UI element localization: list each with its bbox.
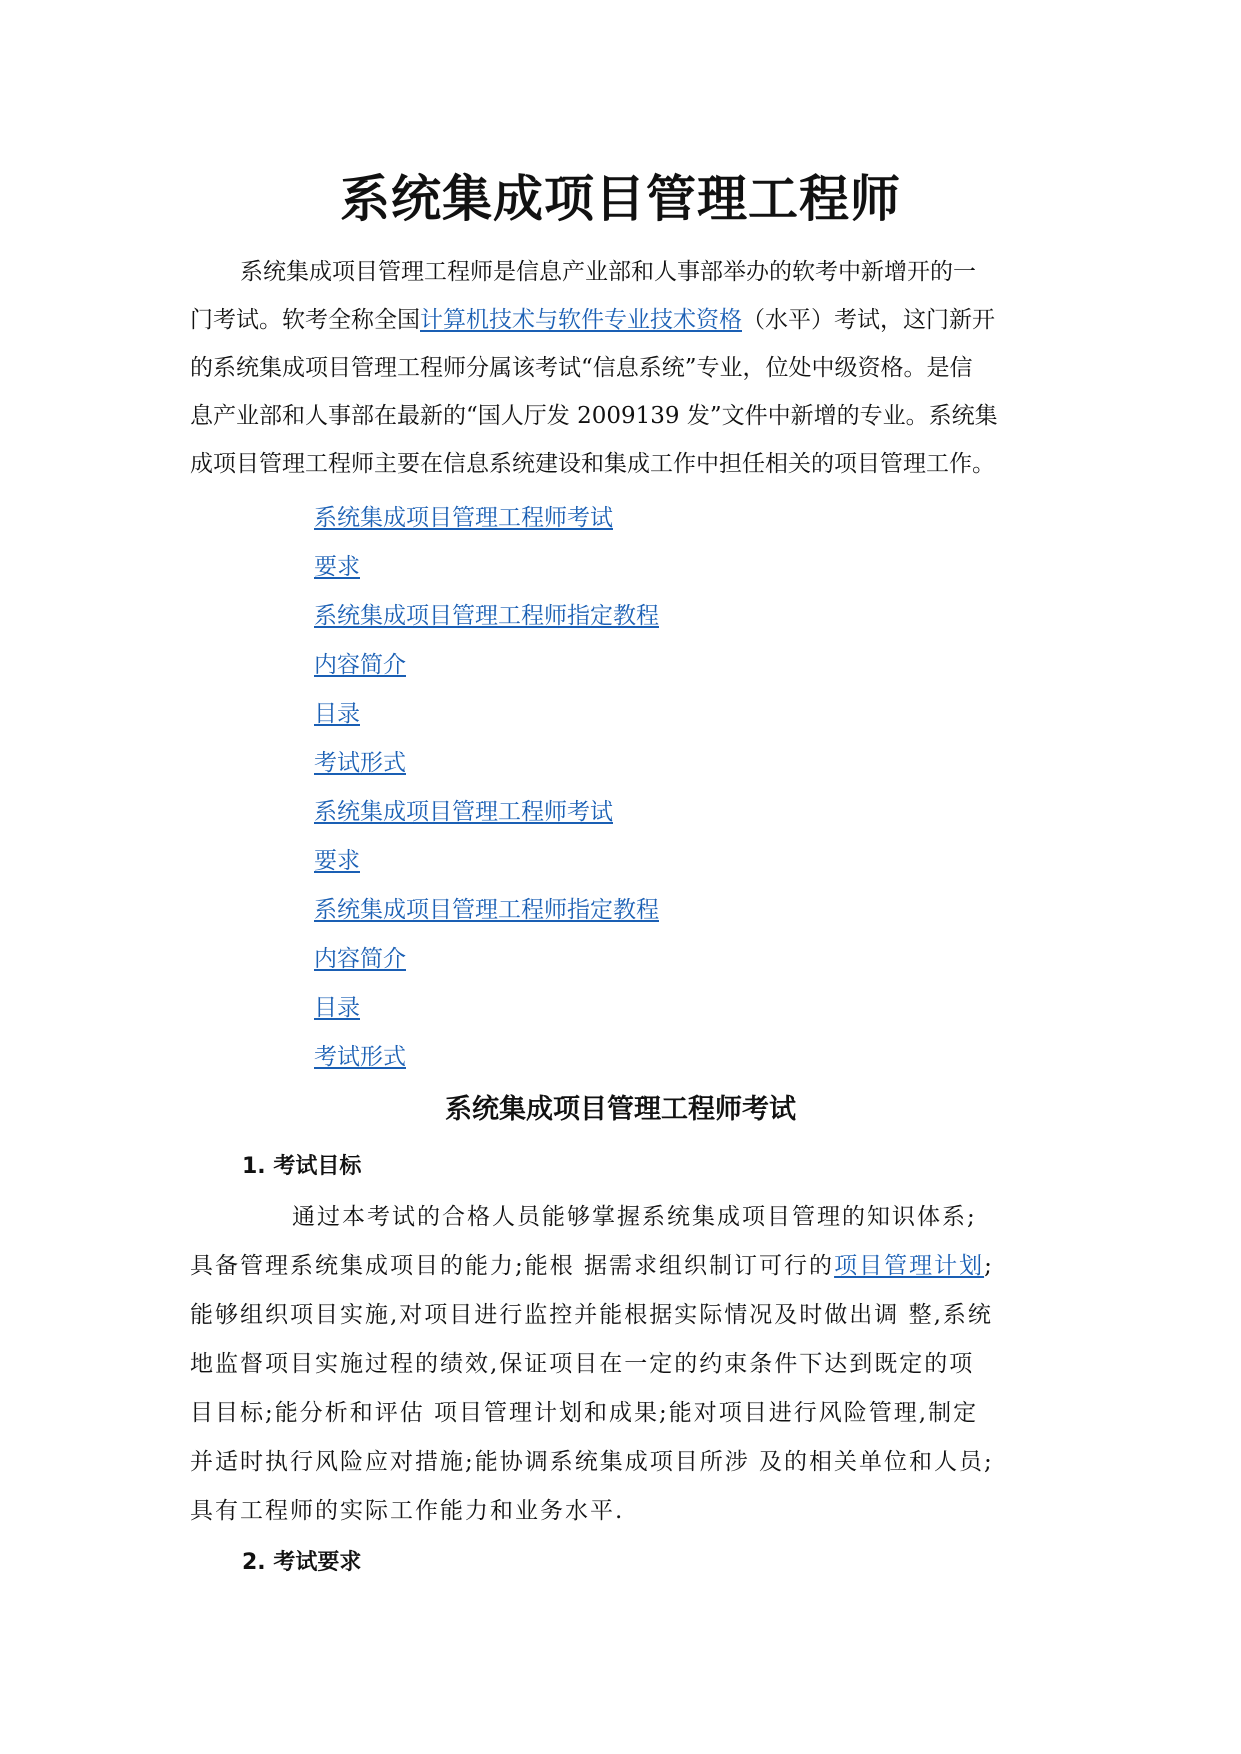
intro-line-3: 的系统集成项目管理工程师分属该考试“信息系统”专业，位处中级资格。是信 xyxy=(190,355,973,381)
page-title: 系统集成项目管理工程师 xyxy=(340,170,901,228)
goal-line-2-text-before: 具备管理系统集成项目的能力;能根 据需求组织制订可行的 xyxy=(190,1253,835,1279)
intro-link-tech-qualification[interactable]: 计算机技术与软件专业技术资格 xyxy=(420,307,742,333)
goal-line-3: 能够组织项目实施,对项目进行监控并能根据实际情况及时做出调 整,系统 xyxy=(190,1302,993,1328)
goal-line-6: 并适时执行风险应对措施;能协调系统集成项目所涉 及的相关单位和人员; xyxy=(190,1449,994,1475)
goal-line-1: 通过本考试的合格人员能够掌握系统集成项目管理的知识体系; xyxy=(292,1204,977,1230)
heading-exam-requirements: 2. 考试要求 xyxy=(242,1550,362,1575)
intro-line-2 xyxy=(190,304,995,336)
intro-line-5: 成项目管理工程师主要在信息系统建设和集成工作中担任相关的项目管理工作。 xyxy=(190,451,995,477)
toc-item xyxy=(314,839,659,888)
toc-link[interactable]: 系统集成项目管理工程师指定教程 xyxy=(314,603,659,629)
toc-item xyxy=(314,545,659,594)
toc-item xyxy=(314,692,659,741)
intro-line-2-text-after: （水平）考试，这门新开 xyxy=(742,307,995,333)
intro-line-4: 息产业部和人事部在最新的“国人厅发 2009139 发”文件中新增的专业。系统集 xyxy=(190,403,998,429)
heading-exam-goal: 1. 考试目标 xyxy=(242,1154,362,1179)
goal-line-2 xyxy=(190,1250,994,1282)
goal-line-4: 地监督项目实施过程的绩效,保证项目在一定的约束条件下达到既定的项 xyxy=(190,1351,975,1377)
toc-item xyxy=(314,790,659,839)
toc-link[interactable]: 要求 xyxy=(314,554,360,580)
toc-link[interactable]: 内容简介 xyxy=(314,652,406,678)
goal-line-2-text-after: ; xyxy=(984,1253,994,1279)
toc-link[interactable]: 考试形式 xyxy=(314,1044,406,1070)
intro-line-2-text-before: 门考试。软考全称全国 xyxy=(190,307,420,333)
toc-item xyxy=(314,741,659,790)
toc-item xyxy=(314,937,659,986)
toc-item xyxy=(314,643,659,692)
toc-link[interactable]: 目录 xyxy=(314,701,360,727)
toc-item xyxy=(314,986,659,1035)
toc-item xyxy=(314,496,659,545)
toc-link[interactable]: 目录 xyxy=(314,995,360,1021)
goal-line-7: 具有工程师的实际工作能力和业务水平. xyxy=(190,1498,625,1524)
toc-item xyxy=(314,888,659,937)
toc-link[interactable]: 系统集成项目管理工程师考试 xyxy=(314,799,613,825)
intro-line-1: 系统集成项目管理工程师是信息产业部和人事部举办的软考中新增开的一 xyxy=(240,259,976,285)
section-title: 系统集成项目管理工程师考试 xyxy=(445,1094,796,1125)
toc-link[interactable]: 考试形式 xyxy=(314,750,406,776)
toc-link[interactable]: 系统集成项目管理工程师考试 xyxy=(314,505,613,531)
toc-item xyxy=(314,1035,659,1084)
toc-link[interactable]: 内容简介 xyxy=(314,946,406,972)
table-of-contents xyxy=(314,496,659,1084)
toc-item xyxy=(314,594,659,643)
toc-link[interactable]: 系统集成项目管理工程师指定教程 xyxy=(314,897,659,923)
goal-link-project-plan[interactable]: 项目管理计划 xyxy=(834,1253,985,1279)
toc-link[interactable]: 要求 xyxy=(314,848,360,874)
goal-line-5: 目目标;能分析和评估 项目管理计划和成果;能对项目进行风险管理,制定 xyxy=(190,1400,979,1426)
